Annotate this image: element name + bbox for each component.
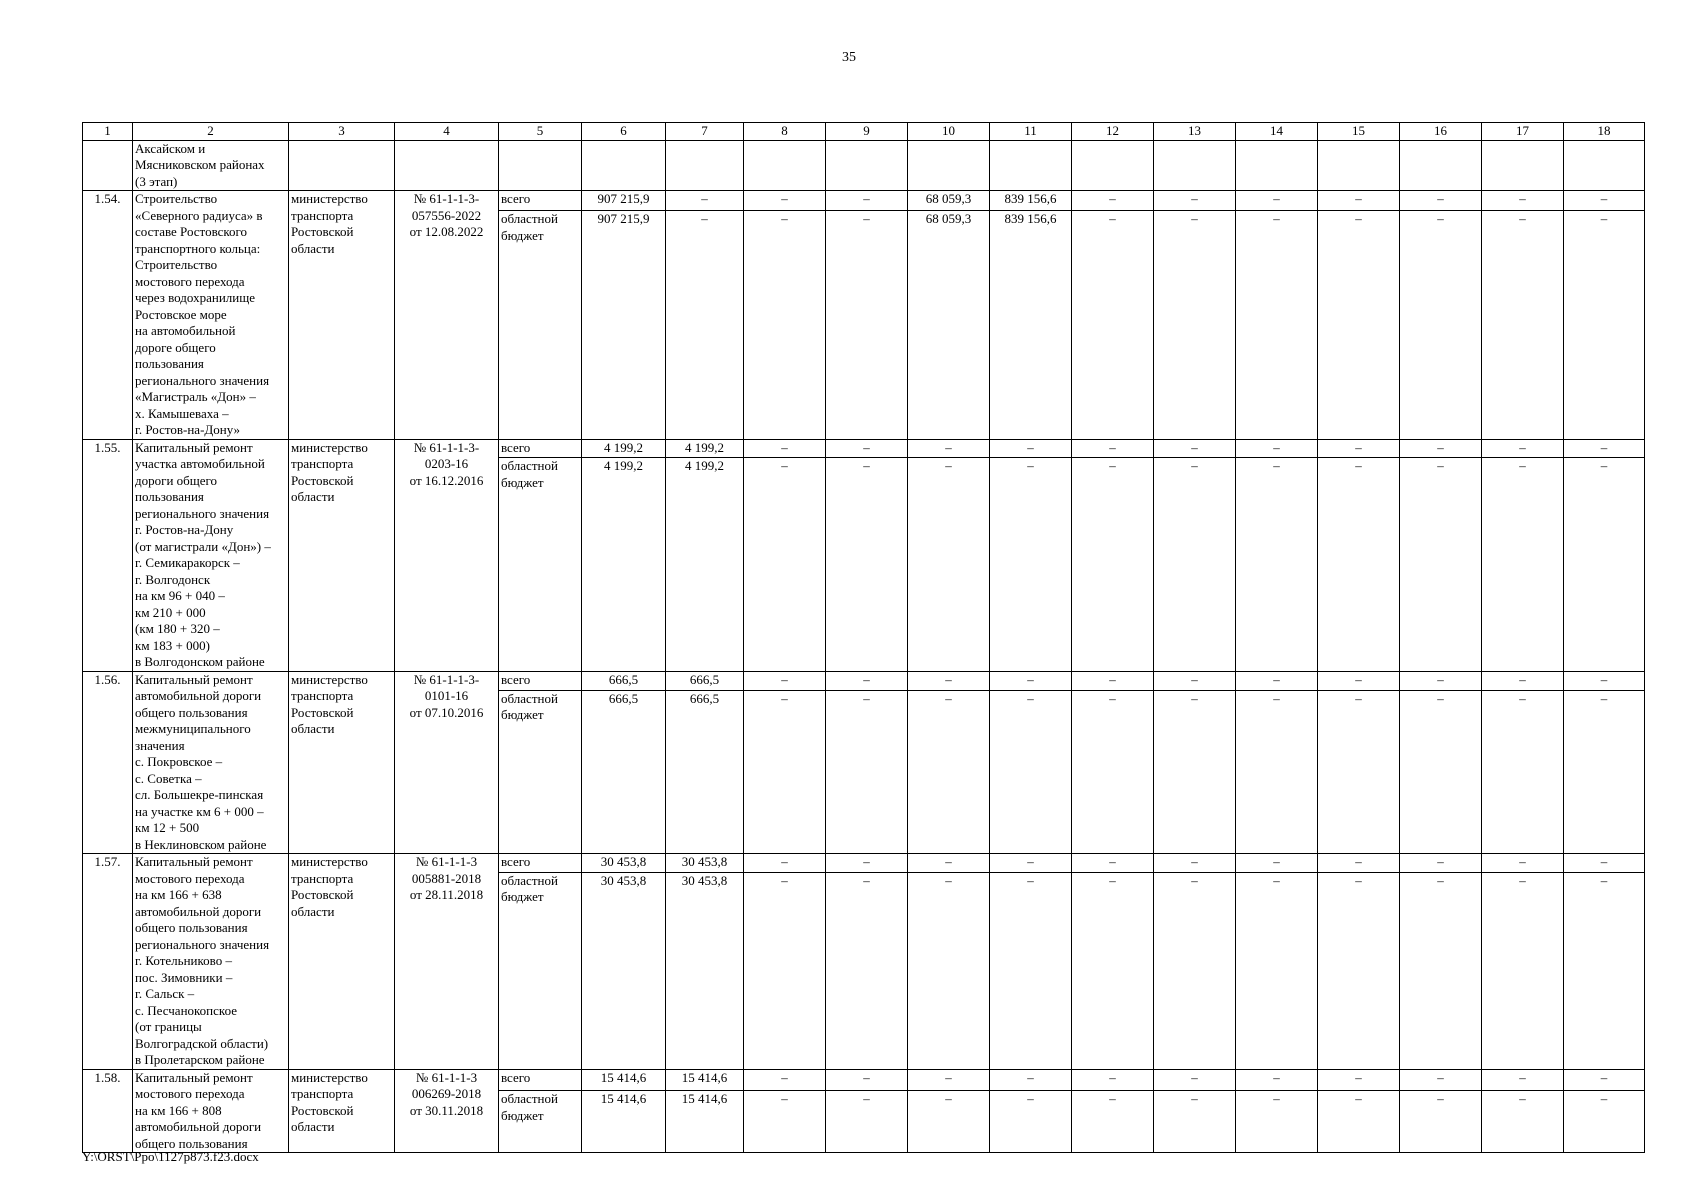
column-header: 18 — [1564, 123, 1645, 141]
empty-cell — [1564, 140, 1645, 191]
empty-cell — [990, 140, 1072, 191]
total-value-cell: – — [1072, 1069, 1154, 1091]
budget-value-cell: – — [1318, 872, 1400, 1069]
empty-cell — [395, 140, 499, 191]
empty-cell — [744, 140, 826, 191]
total-value-cell: – — [990, 671, 1072, 690]
total-value-cell: – — [1564, 671, 1645, 690]
total-value-cell: – — [1564, 191, 1645, 211]
file-path-footer: Y:\ORST\Ppo\1127p873.f23.docx — [82, 1149, 259, 1164]
total-value-cell: – — [908, 854, 990, 873]
total-value-cell: 666,5 — [666, 671, 744, 690]
budget-value-cell: – — [1236, 458, 1318, 671]
column-header: 5 — [499, 123, 582, 141]
empty-cell — [582, 140, 666, 191]
column-header: 17 — [1482, 123, 1564, 141]
budget-value-cell: – — [826, 1091, 908, 1153]
total-value-cell: – — [1154, 671, 1236, 690]
object-name-cell: Капитальный ремонт участка автомобильной дороги общего пользования регионального значения г. Ростов-на-Дону (от магистрали «Дон») – г. Семикаракорск – г. Волгодонск на км 96 + 040 – км 210 + 000 (км 180 + 320 – км 183 + 000) в Волгодонском районе — [133, 439, 289, 671]
total-value-cell: – — [1482, 671, 1564, 690]
total-value-cell: – — [1482, 439, 1564, 458]
column-header: 7 — [666, 123, 744, 141]
budget-value-cell: – — [1564, 690, 1645, 853]
total-value-cell: 839 156,6 — [990, 191, 1072, 211]
budget-value-cell: – — [1236, 1091, 1318, 1153]
column-header: 9 — [826, 123, 908, 141]
total-value-cell: – — [744, 439, 826, 458]
total-value-cell: – — [1318, 1069, 1400, 1091]
budget-value-cell: – — [1236, 872, 1318, 1069]
total-value-cell: – — [1236, 1069, 1318, 1091]
budget-value-cell: – — [1154, 458, 1236, 671]
organization-cell: министерство транспорта Ростовской области — [289, 854, 395, 1070]
total-value-cell: – — [990, 1069, 1072, 1091]
column-header: 10 — [908, 123, 990, 141]
document-number-cell: № 61-1-1-3- 0203-16 от 16.12.2016 — [395, 439, 499, 671]
empty-cell — [666, 140, 744, 191]
table-row — [83, 439, 1645, 458]
budget-value-cell: – — [1400, 872, 1482, 1069]
budget-value-cell: – — [1154, 690, 1236, 853]
total-value-cell: – — [744, 191, 826, 211]
empty-cell — [1236, 140, 1318, 191]
total-value-cell: – — [1400, 854, 1482, 873]
total-value-cell: – — [744, 671, 826, 690]
continuation-row — [83, 140, 1645, 191]
budget-value-cell: – — [1072, 690, 1154, 853]
organization-cell: министерство транспорта Ростовской области — [289, 1069, 395, 1153]
column-header: 8 — [744, 123, 826, 141]
budget-value-cell: – — [744, 1091, 826, 1153]
funding-source-cell: областной бюджет — [499, 458, 582, 671]
total-value-cell: 4 199,2 — [582, 439, 666, 458]
total-value-cell: – — [990, 439, 1072, 458]
total-value-cell: – — [826, 854, 908, 873]
empty-cell — [499, 140, 582, 191]
empty-cell — [1482, 140, 1564, 191]
budget-value-cell: – — [1236, 211, 1318, 439]
total-value-cell: – — [1154, 1069, 1236, 1091]
budget-value-cell: – — [1400, 1091, 1482, 1153]
empty-cell — [289, 140, 395, 191]
funding-source-cell: всего — [499, 191, 582, 211]
budget-table — [82, 122, 1645, 1153]
funding-source-cell: областной бюджет — [499, 872, 582, 1069]
row-number-cell: 1.57. — [83, 854, 133, 1070]
total-value-cell: – — [826, 191, 908, 211]
total-value-cell: – — [666, 191, 744, 211]
object-name-cell: Капитальный ремонт мостового перехода на км 166 + 808 автомобильной дороги общего пользования — [133, 1069, 289, 1153]
budget-value-cell: – — [1564, 1091, 1645, 1153]
document-number-cell: № 61-1-1-3 006269-2018 от 30.11.2018 — [395, 1069, 499, 1153]
total-value-cell: – — [744, 1069, 826, 1091]
budget-value-cell: 30 453,8 — [582, 872, 666, 1069]
column-header: 1 — [83, 123, 133, 141]
budget-value-cell: – — [1072, 458, 1154, 671]
budget-value-cell: – — [1072, 211, 1154, 439]
budget-value-cell: – — [1400, 690, 1482, 853]
empty-cell — [1318, 140, 1400, 191]
total-value-cell: – — [1154, 439, 1236, 458]
budget-value-cell: – — [826, 690, 908, 853]
row-number-cell: 1.55. — [83, 439, 133, 671]
total-value-cell: 666,5 — [582, 671, 666, 690]
budget-value-cell: – — [1482, 458, 1564, 671]
total-value-cell: 907 215,9 — [582, 191, 666, 211]
object-name-cell: Строительство «Северного радиуса» в составе Ростовского транспортного кольца: Строительство мостового перехода через водохранилище Ростовское море на автомобильной дороге общего пользования регионального значения «Магистраль «Дон» – х. Камышеваха – г. Ростов-на-Дону» — [133, 191, 289, 440]
total-value-cell: – — [1236, 191, 1318, 211]
budget-value-cell: – — [1400, 211, 1482, 439]
total-value-cell: – — [1400, 439, 1482, 458]
budget-value-cell: – — [908, 458, 990, 671]
budget-value-cell: – — [908, 872, 990, 1069]
funding-source-cell: областной бюджет — [499, 211, 582, 439]
object-name-cell: Капитальный ремонт мостового перехода на км 166 + 638 автомобильной дороги общего пользования регионального значения г. Котельниково – пос. Зимовники – г. Сальск – с. Песчанокопское (от границы Волгоградской области) в Пролетарском районе — [133, 854, 289, 1070]
organization-cell: министерство транспорта Ростовской области — [289, 191, 395, 440]
total-value-cell: – — [826, 1069, 908, 1091]
budget-value-cell: 15 414,6 — [582, 1091, 666, 1153]
row-number-cell: 1.56. — [83, 671, 133, 854]
budget-value-cell: 4 199,2 — [582, 458, 666, 671]
budget-value-cell: 68 059,3 — [908, 211, 990, 439]
total-value-cell: – — [1318, 854, 1400, 873]
budget-value-cell: – — [744, 872, 826, 1069]
budget-value-cell: – — [1482, 1091, 1564, 1153]
total-value-cell: – — [1482, 191, 1564, 211]
total-value-cell: – — [1400, 191, 1482, 211]
budget-value-cell: – — [990, 690, 1072, 853]
total-value-cell: – — [1154, 191, 1236, 211]
funding-source-cell: всего — [499, 439, 582, 458]
total-value-cell: – — [1072, 191, 1154, 211]
budget-value-cell: – — [1072, 872, 1154, 1069]
budget-value-cell: 839 156,6 — [990, 211, 1072, 439]
budget-value-cell: – — [1318, 211, 1400, 439]
budget-value-cell: – — [1564, 211, 1645, 439]
funding-source-cell: всего — [499, 1069, 582, 1091]
total-value-cell: – — [826, 671, 908, 690]
total-value-cell: – — [1564, 854, 1645, 873]
empty-cell — [1072, 140, 1154, 191]
empty-cell — [908, 140, 990, 191]
total-value-cell: – — [908, 671, 990, 690]
total-value-cell: – — [826, 439, 908, 458]
budget-value-cell: – — [1236, 690, 1318, 853]
header-row — [83, 123, 1645, 141]
empty-cell — [826, 140, 908, 191]
budget-value-cell: – — [908, 690, 990, 853]
total-value-cell: – — [908, 1069, 990, 1091]
object-name-cell: Капитальный ремонт автомобильной дороги общего пользования межмуниципального значения с. Покровское – с. Советка – сл. Большекре-пинская на участке км 6 + 000 – км 12 + 500 в Неклиновском районе — [133, 671, 289, 854]
funding-source-cell: всего — [499, 854, 582, 873]
total-value-cell: – — [1482, 1069, 1564, 1091]
budget-value-cell: – — [826, 211, 908, 439]
column-header: 15 — [1318, 123, 1400, 141]
row-number-cell: 1.58. — [83, 1069, 133, 1153]
budget-value-cell: – — [1564, 872, 1645, 1069]
total-value-cell: 68 059,3 — [908, 191, 990, 211]
funding-source-cell: областной бюджет — [499, 690, 582, 853]
object-name-cell: Аксайском и Мясниковском районах (3 этап) — [133, 140, 289, 191]
total-value-cell: – — [1072, 671, 1154, 690]
budget-value-cell: – — [744, 211, 826, 439]
budget-value-cell: 666,5 — [582, 690, 666, 853]
budget-value-cell: – — [1482, 872, 1564, 1069]
page-number: 35 — [842, 50, 856, 65]
organization-cell: министерство транспорта Ростовской области — [289, 671, 395, 854]
budget-value-cell: – — [1318, 690, 1400, 853]
funding-source-cell: всего — [499, 671, 582, 690]
table-row — [83, 671, 1645, 690]
budget-value-cell: – — [1400, 458, 1482, 671]
budget-value-cell: – — [1154, 872, 1236, 1069]
budget-value-cell: – — [744, 690, 826, 853]
table-row — [83, 854, 1645, 873]
budget-value-cell: 666,5 — [666, 690, 744, 853]
total-value-cell: 15 414,6 — [582, 1069, 666, 1091]
row-number-cell: 1.54. — [83, 191, 133, 440]
budget-value-cell: – — [744, 458, 826, 671]
budget-value-cell: – — [1564, 458, 1645, 671]
budget-value-cell: 907 215,9 — [582, 211, 666, 439]
total-value-cell: – — [1154, 854, 1236, 873]
budget-value-cell: 15 414,6 — [666, 1091, 744, 1153]
total-value-cell: – — [1482, 854, 1564, 873]
budget-value-cell: – — [1482, 211, 1564, 439]
total-value-cell: – — [1072, 439, 1154, 458]
table-row — [83, 191, 1645, 211]
budget-value-cell: – — [1154, 211, 1236, 439]
total-value-cell: – — [1564, 1069, 1645, 1091]
column-header: 14 — [1236, 123, 1318, 141]
column-header: 4 — [395, 123, 499, 141]
column-header: 16 — [1400, 123, 1482, 141]
total-value-cell: – — [908, 439, 990, 458]
table-row — [83, 1069, 1645, 1091]
empty-cell — [1154, 140, 1236, 191]
total-value-cell: 15 414,6 — [666, 1069, 744, 1091]
document-number-cell: № 61-1-1-3 005881-2018 от 28.11.2018 — [395, 854, 499, 1070]
column-header: 3 — [289, 123, 395, 141]
total-value-cell: – — [744, 854, 826, 873]
total-value-cell: 30 453,8 — [666, 854, 744, 873]
budget-value-cell: – — [1072, 1091, 1154, 1153]
row-number-cell — [83, 140, 133, 191]
column-header: 6 — [582, 123, 666, 141]
column-header: 11 — [990, 123, 1072, 141]
budget-value-cell: – — [1318, 1091, 1400, 1153]
total-value-cell: 4 199,2 — [666, 439, 744, 458]
total-value-cell: 30 453,8 — [582, 854, 666, 873]
total-value-cell: – — [1236, 854, 1318, 873]
funding-source-cell: областной бюджет — [499, 1091, 582, 1153]
total-value-cell: – — [1236, 439, 1318, 458]
total-value-cell: – — [1318, 671, 1400, 690]
total-value-cell: – — [1400, 671, 1482, 690]
budget-value-cell: – — [666, 211, 744, 439]
empty-cell — [1400, 140, 1482, 191]
total-value-cell: – — [1400, 1069, 1482, 1091]
budget-value-cell: – — [826, 458, 908, 671]
organization-cell: министерство транспорта Ростовской области — [289, 439, 395, 671]
total-value-cell: – — [1564, 439, 1645, 458]
total-value-cell: – — [1072, 854, 1154, 873]
budget-value-cell: – — [1154, 1091, 1236, 1153]
budget-value-cell: 30 453,8 — [666, 872, 744, 1069]
column-header: 2 — [133, 123, 289, 141]
column-header: 12 — [1072, 123, 1154, 141]
total-value-cell: – — [990, 854, 1072, 873]
budget-value-cell: – — [990, 1091, 1072, 1153]
document-number-cell: № 61-1-1-3- 0101-16 от 07.10.2016 — [395, 671, 499, 854]
total-value-cell: – — [1318, 191, 1400, 211]
budget-value-cell: – — [826, 872, 908, 1069]
budget-value-cell: 4 199,2 — [666, 458, 744, 671]
budget-value-cell: – — [990, 872, 1072, 1069]
total-value-cell: – — [1236, 671, 1318, 690]
budget-value-cell: – — [908, 1091, 990, 1153]
budget-value-cell: – — [1318, 458, 1400, 671]
budget-value-cell: – — [990, 458, 1072, 671]
document-table-wrapper — [82, 122, 1624, 1151]
total-value-cell: – — [1318, 439, 1400, 458]
document-number-cell: № 61-1-1-3- 057556-2022 от 12.08.2022 — [395, 191, 499, 440]
budget-value-cell: – — [1482, 690, 1564, 853]
column-header: 13 — [1154, 123, 1236, 141]
